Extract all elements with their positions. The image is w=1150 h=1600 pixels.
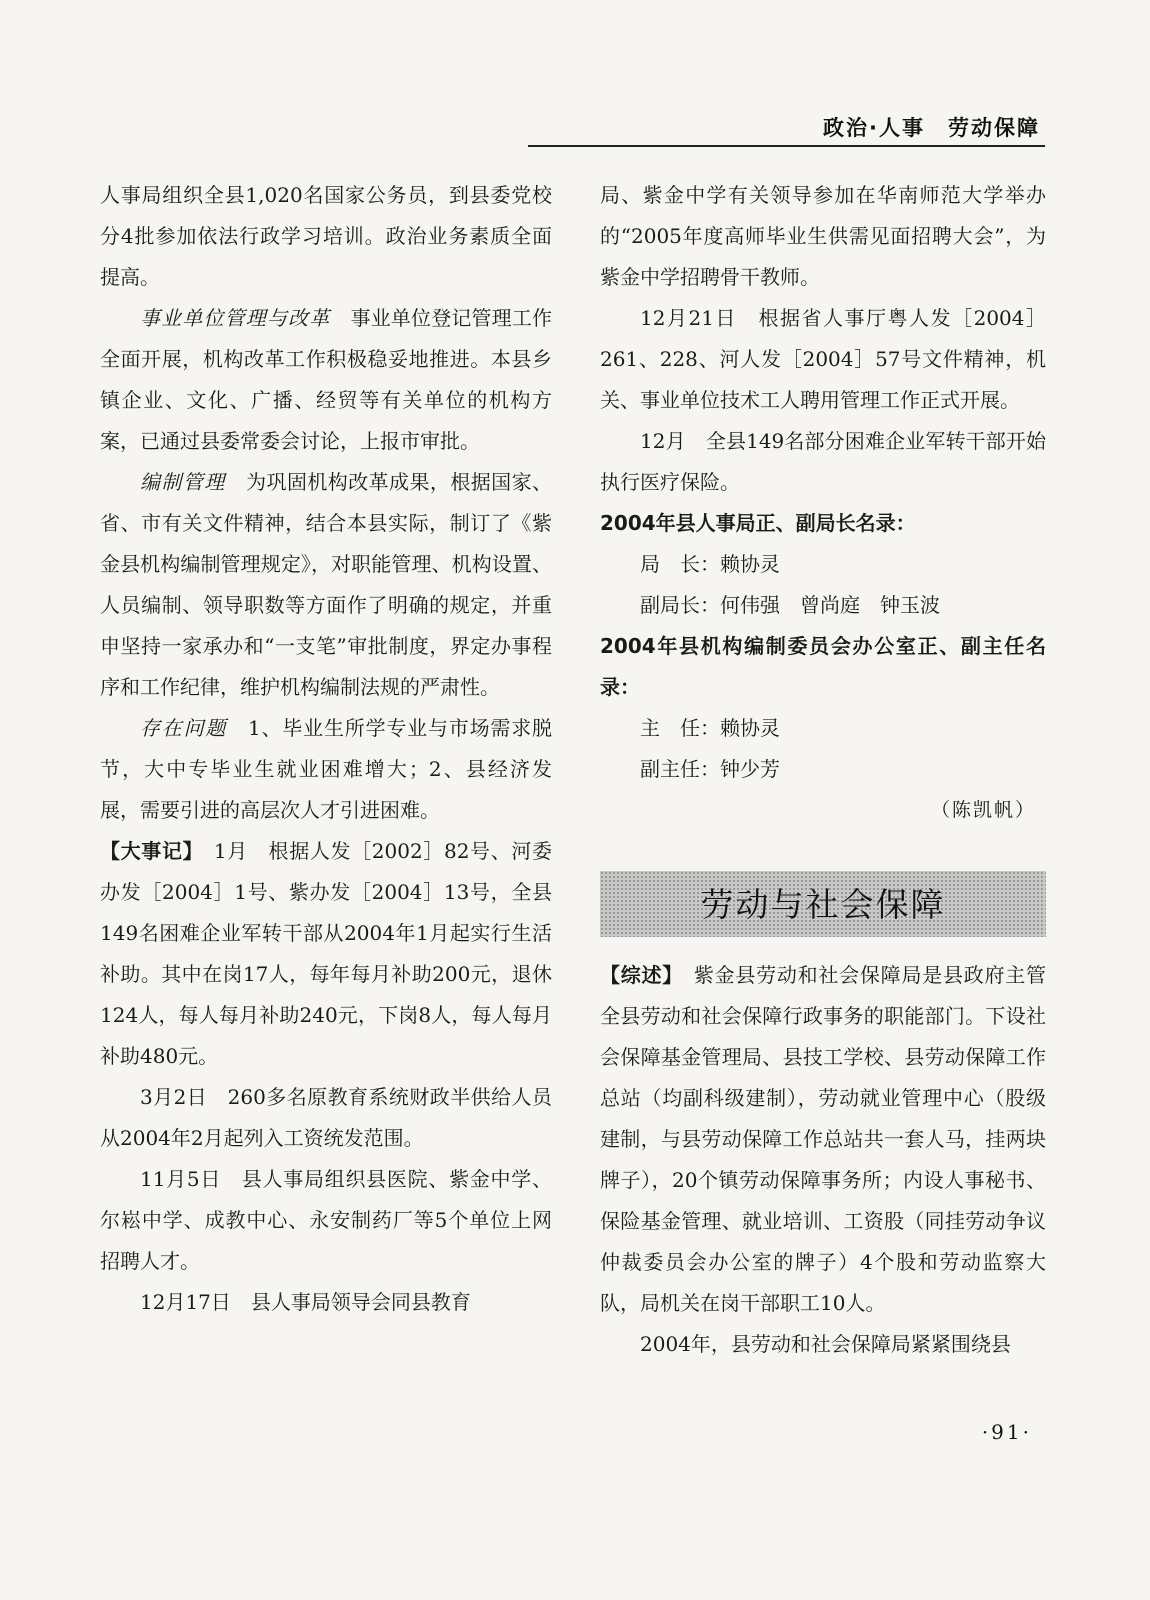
left-column	[100, 175, 552, 1323]
paragraph-overview	[600, 955, 1046, 1324]
overview-text: 紫金县劳动和社会保障局是县政府主管全县劳动和社会保障行政事务的职能部门。下设社会保障基金管理局、县技工学校、县劳动保障工作总站（均副科级建制），劳动就业管理中心（股级建制，与县劳动保障工作总站共一套人马，挂两块牌子），20个镇劳动保障事务所；内设人事秘书、保险基金管理、就业培训、工资股（同挂劳动争议仲裁委员会办公室的牌子）4个股和劳动监察大队，局机关在岗干部职工10人。	[600, 963, 1047, 1315]
problems-text: 1、毕业生所学专业与市场需求脱节，大中专毕业生就业困难增大；2、县经济发展，需要引进的高层次人才引进困难。	[100, 716, 552, 822]
subheading-institution-reform: 事业单位管理与改革	[140, 306, 331, 330]
paragraph-dec: 12月 全县149名部分困难企业军转干部开始执行医疗保险。	[600, 429, 1046, 494]
chronicle-heading: 【大事记】	[100, 839, 194, 863]
paragraph-dec17: 12月17日 县人事局领导会同县教育	[140, 1290, 471, 1314]
paragraph-training: 人事局组织全县1,020名国家公务员，到县委党校分4批参加依法行政学习培训。政治业务素质全面提高。	[100, 183, 552, 289]
running-header: 政治·人事 劳动保障	[823, 116, 1040, 140]
list-title-personnel-bureau: 2004年县人事局正、副局长名录：	[600, 511, 916, 535]
staff-office-director: 主 任：赖协灵	[640, 716, 780, 740]
paragraph-problems	[100, 708, 552, 831]
header-rule	[528, 145, 1045, 147]
paragraph-institution-reform	[100, 298, 552, 462]
paragraph-dec17-cont: 局、紫金中学有关领导参加在华南师范大学举办的“2005年度高师毕业生供需见面招聘大会”，为紫金中学招聘骨干教师。	[600, 183, 1046, 289]
paragraph-dec21: 12月21日 根据省人事厅粤人发［2004］261、228、河人发［2004］57号文件精神，机关、事业单位技术工人聘用管理工作正式开展。	[600, 306, 1046, 412]
staff-director: 局 长：赖协灵	[640, 552, 780, 576]
section-title: 劳动与社会保障	[700, 884, 946, 924]
paragraph-2004: 2004年，县劳动和社会保障局紧紧围绕县	[640, 1332, 1011, 1356]
page-number: ·91·	[981, 1420, 1032, 1444]
section-banner	[600, 871, 1046, 937]
paragraph-mar2: 3月2日 260多名原教育系统财政半供给人员从2004年2月起列入工资统发范围。	[100, 1085, 552, 1150]
paragraph-staffing	[100, 462, 552, 708]
list-title-staffing-office: 2004年县机构编制委员会办公室正、副主任名录：	[600, 634, 1046, 699]
overview-heading: 【综述】	[600, 963, 674, 987]
author-signature: （陈凯帆）	[930, 799, 1036, 821]
staff-office-deputy: 副主任：钟少芳	[640, 757, 780, 781]
subheading-problems: 存在问题	[140, 716, 228, 740]
staff-deputy-directors: 副局长：何伟强 曾尚庭 钟玉波	[640, 593, 940, 617]
right-column	[600, 175, 1046, 1365]
paragraph-nov5: 11月5日 县人事局组织县医院、紫金中学、尔崧中学、成教中心、永安制药厂等5个单位上网招聘人才。	[100, 1167, 552, 1273]
chronicle-text: 1月 根据人发［2002］82号、河委办发［2004］1号、紫办发［2004］13号，全县149名困难企业军转干部从2004年1月起实行生活补助。其中在岗17人，每年每月补助200元，退休124人，每人每月补助240元，下岗8人，每人每月补助480元。	[100, 839, 552, 1068]
institution-reform-text: 事业单位登记管理工作全面开展，机构改革工作积极稳妥地推进。本县乡镇企业、文化、广播、经贸等有关单位的机构方案，已通过县委常委会讨论，上报市审批。	[100, 306, 553, 453]
paragraph-chronicle	[100, 831, 552, 1077]
staffing-text: 为巩固机构改革成果，根据国家、省、市有关文件精神，结合本县实际，制订了《紫金县机构编制管理规定》，对职能管理、机构设置、人员编制、领导职数等方面作了明确的规定，并重申坚持一家承办和“一支笔”审批制度，界定办事程序和工作纪律，维护机构编制法规的严肃性。	[100, 470, 553, 699]
subheading-staffing: 编制管理	[140, 470, 226, 494]
